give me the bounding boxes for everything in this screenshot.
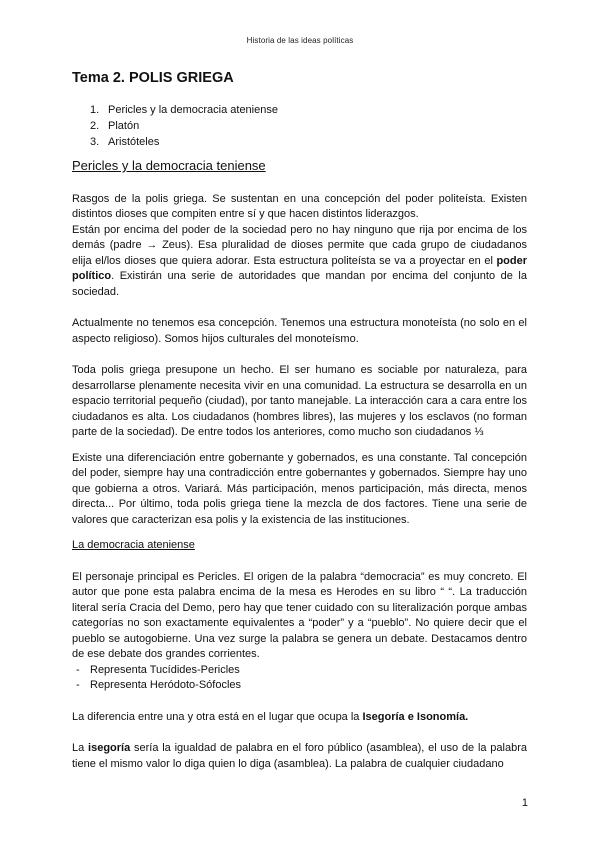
paragraph: La isegoría sería la igualdad de palabra en el foro público (asamblea), el uso de la palabra tiene el mismo valor lo diga quien lo diga (asamblea). La palabra de cualquier ciudadano bbox=[72, 742, 528, 770]
list-item: 2. Platón bbox=[90, 120, 140, 132]
page-title: Tema 2. POLIS GRIEGA bbox=[72, 70, 234, 86]
list-item: - Representa Heródoto-Sófocles bbox=[72, 678, 527, 694]
paragraph: Existe una diferenciación entre gobernante y gobernados, es una constante. Tal concepción del poder, siempre hay una contradicción entre gobernantes y gobernados. Siempre hay uno que gobierna a otros. Variará. Más participación, menos participación, más directa, menos directa... Por último, toda polis griega tiene la mezcla de dos factores. Tiene una serie de valores que caracterizan esa polis y la existencia de las instituciones. bbox=[72, 451, 527, 526]
bullet-list bbox=[72, 663, 527, 694]
paragraph: Toda polis griega presupone un hecho. El ser humano es sociable por naturaleza, para desarrollarse plenamente necesita vivir en una comunidad. La estructura se desarrolla en un espacio territorial pequeño (ciudad), por tanto manejable. La interacción cara a cara entre los ciudadanos es alta. Los ciudadanos (hombres libres), las mujeres y los esclavos (no forman parte de la sociedad). De entre todos los anteriores, como mucho son ciudadanos ⅓ bbox=[72, 364, 527, 438]
list-item: 1. Pericles y la democracia ateniense bbox=[90, 104, 278, 116]
paragraph: Están por encima del poder de la sociedad pero no hay ninguno que rija por encima de los demás (padre → Zeus). Esa pluralidad de dioses permite que cada grupo de ciudadanos elija el/los dioses que quiera adorar. Esta estructura politeísta se va a proyectar en el poder político. Existirán una serie de autoridades que mandan por encima del conjunto de la sociedad. bbox=[72, 223, 527, 298]
list-item: - Representa Tucídides-Pericles bbox=[72, 663, 527, 679]
running-header: Historia de las ideas políticas bbox=[246, 36, 354, 45]
section-heading-pericles: Pericles y la democracia teniense bbox=[72, 158, 266, 173]
page-number: 1 bbox=[521, 797, 528, 809]
body-text bbox=[72, 158, 527, 772]
paragraph: La diferencia entre una y otra está en el lugar que ocupa la Isegoría e Isonomía. bbox=[72, 710, 469, 723]
paragraph: Actualmente no tenemos esa concepción. Tenemos una estructura monoteísta (no solo en el aspecto religioso). Somos hijos culturales del monoteísmo. bbox=[72, 317, 527, 345]
list-item: 3. Aristóteles bbox=[90, 136, 160, 148]
topic-list bbox=[90, 102, 278, 150]
paragraph: Rasgos de la polis griega. Se sustentan en una concepción del poder politeísta. Existen distintos dioses que compiten entre sí y que hacen distintos liderazgos. bbox=[72, 192, 527, 220]
section-heading-democracia: La democracia ateniense bbox=[72, 539, 195, 551]
paragraph: El personaje principal es Pericles. El origen de la palabra “democracia” es muy concreto. El autor que pone esta palabra encima de la mesa es Herodes en su libro “ “. La traducción literal sería Cracia del Demo, pero hay que tener cuidado con su literalización porque ambas categorías no son exactamente equivalentes a “poder” y a “pueblo”. No quiere decir que el pueblo se autogobierne. Una vez surge la palabra se genera un debate. Destacamos dentro de ese debate dos grandes corrientes. bbox=[72, 570, 527, 660]
